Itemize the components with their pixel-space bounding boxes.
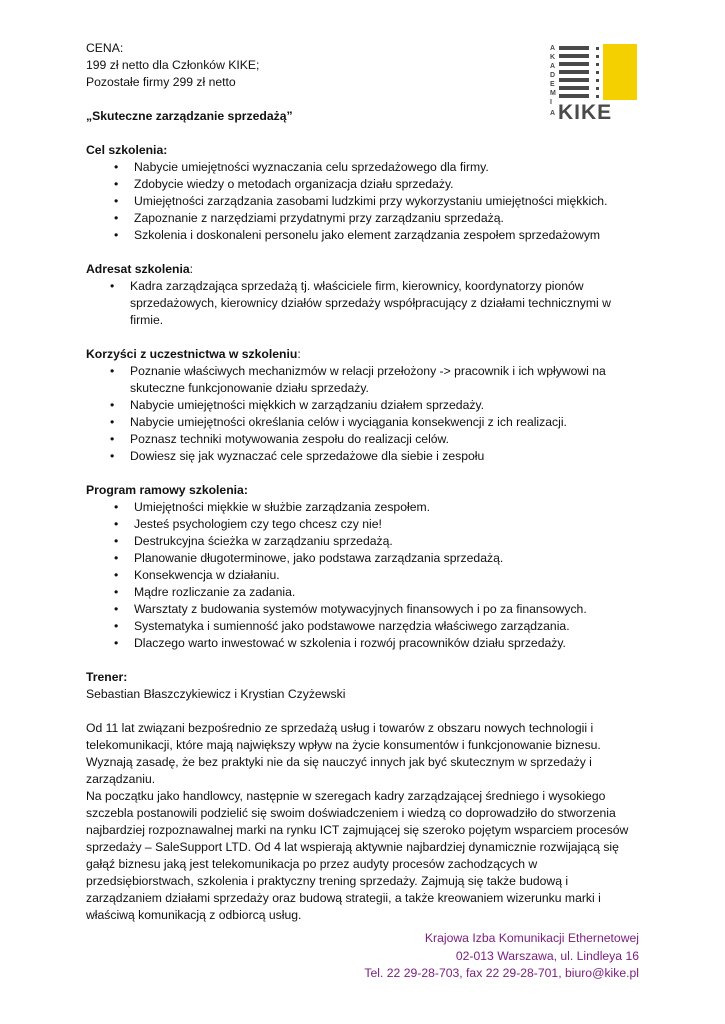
list-item: • Dowiesz się jak wyznaczać cele sprzedażowe dla siebie i zespołu <box>86 448 646 465</box>
list-item: • Destrukcyjna ścieżka w zarządzaniu sprzedażą. <box>86 533 646 550</box>
list-item: • Nabycie umiejętności miękkich w zarządzaniu działem sprzedaży. <box>86 397 646 414</box>
list-item: • Zdobycie wiedzy o metodach organizacja działu sprzedaży. <box>86 176 646 193</box>
list-item: • Poznasz techniki motywowania zespołu do realizacji celów. <box>86 431 646 448</box>
list-item: • Konsekwencja w działaniu. <box>86 567 646 584</box>
price-members: 199 zł netto dla Członków KIKE; <box>86 58 260 72</box>
list-item: • Systematyka i sumienność jako podstawowe narzędzia właściwego zarządzania. <box>86 618 646 635</box>
trainer-bio-1: Od 11 lat związani bezpośrednio ze sprzedażą usług i towarów z obszaru nowych technologii i telekomunikacji, które mają największy wpływ na życie konsumentów i funkcjonowanie biznesu. Wyznają zasadę, że bez praktyki nie da się nauczyć innych jak być skutecznym w sprzedaży i zarządzaniu. <box>86 721 601 786</box>
logo-vertical-letter: A <box>550 63 556 70</box>
list-item: • Zapoznanie z narzędziami przydatnymi przy zarządzaniu sprzedażą. <box>86 210 646 227</box>
footer <box>364 930 639 983</box>
logo-vertical-letter: K <box>550 54 556 61</box>
list-item: • Warsztaty z budowania systemów motywacyjnych finansowych i po za finansowych. <box>86 601 646 618</box>
logo-word: KIKE <box>558 101 613 120</box>
list-item: • Nabycie umiejętności określania celów i wyciągania konsekwencji z ich realizacji. <box>86 414 646 431</box>
list-item: • Szkolenia i doskonaleni personelu jako element zarządzania zespołem sprzedażowym <box>86 227 646 244</box>
list-item: • Kadra zarządzająca sprzedażą tj. właściciele firm, kierownicy, koordynatorzy pionów sprzedażowych, kierownicy działów sprzedaży współpracujący z działami technicznymi w firmie. <box>86 278 646 329</box>
list-item: • Dlaczego warto inwestować w szkolenia i rozwój pracowników działu sprzedaży. <box>86 635 646 652</box>
audience-heading: Adresat szkolenia <box>86 262 190 276</box>
audience-colon: : <box>189 262 194 276</box>
footer-org: Krajowa Izba Komunikacji Ethernetowej <box>424 931 639 945</box>
logo-vertical-letter: I <box>550 99 552 106</box>
trainer-heading: Trener: <box>86 670 128 684</box>
list-item: • Poznanie właściwych mechanizmów w relacji przełożony -> pracownik i ich wpływowi na skuteczne funkcjonowanie działu sprzedaży. <box>86 363 646 397</box>
benefits-list <box>86 363 646 465</box>
trainer-names: Sebastian Błaszczykiewicz i Krystian Czyżewski <box>86 687 346 701</box>
logo-vertical-letter: D <box>550 72 556 79</box>
benefits-heading: Korzyści z uczestnictwa w szkoleniu <box>86 347 298 361</box>
logo-vertical-letter: E <box>550 81 555 88</box>
list-item: • Nabycie umiejętności wyznaczania celu sprzedażowego dla firmy. <box>86 159 646 176</box>
goal-list <box>86 159 646 244</box>
list-item: • Planowanie długoterminowe, jako podstawa zarządzania sprzedażą. <box>86 550 646 567</box>
list-item: • Jesteś psychologiem czy tego chcesz czy nie! <box>86 516 646 533</box>
list-item: • Umiejętności zarządzania zasobami ludzkimi przy wykorzystaniu umiejętności miękkich. <box>86 193 646 210</box>
benefits-colon: : <box>297 347 301 361</box>
document-body <box>86 40 646 924</box>
price-heading: CENA: <box>86 41 124 55</box>
program-heading: Program ramowy szkolenia: <box>86 483 248 497</box>
logo-vertical-letter: A <box>550 110 556 117</box>
audience-list <box>86 278 646 329</box>
price-others: Pozostałe firmy 299 zł netto <box>86 75 236 89</box>
program-list <box>86 499 646 652</box>
footer-contact: Tel. 22 29-28-703, fax 22 29-28-701, biuro@kike.pl <box>364 966 639 980</box>
logo-vertical-letter: M <box>550 90 556 97</box>
course-title: „Skuteczne zarządzanie sprzedażą” <box>86 109 293 123</box>
footer-address: 02-013 Warszawa, ul. Lindleya 16 <box>455 948 639 963</box>
list-item: • Umiejętności miękkie w służbie zarządzania zespołem. <box>86 499 646 516</box>
benefits-heading-line <box>86 346 646 363</box>
audience-heading-line <box>86 261 646 278</box>
goal-heading: Cel szkolenia: <box>86 143 168 157</box>
logo-vertical-letter: A <box>550 45 556 52</box>
list-item: • Mądre rozliczanie za zadania. <box>86 584 646 601</box>
trainer-bio-2: Na początku jako handlowcy, następnie w szeregach kadry zarządzającej średniego i wysokiego szczebla postanowili podzielić się swoim doświadczeniem i wiedzą co doprowadziło do stworzenia najbardziej rozpoznawalnej marki na rynku ICT zajmującej się szeroko pojętym wsparciem procesów sprzedaży – SaleSupport LTD. Od 4 lat wspierają aktywnie najbardziej dynamicznie rozwijającą się gałąź biznesu jaką jest telekomunikacja po przez audyty procesów zachodzących w przedsiębiorstwach, szkolenia i praktyczny trening sprzedaży. Zajmują się także budową i zarządzaniem działami sprzedaży oraz budową strategii, a także kreowaniem wizerunku marki i właściwą komunikacją z odbiorcą usług. <box>86 789 629 922</box>
